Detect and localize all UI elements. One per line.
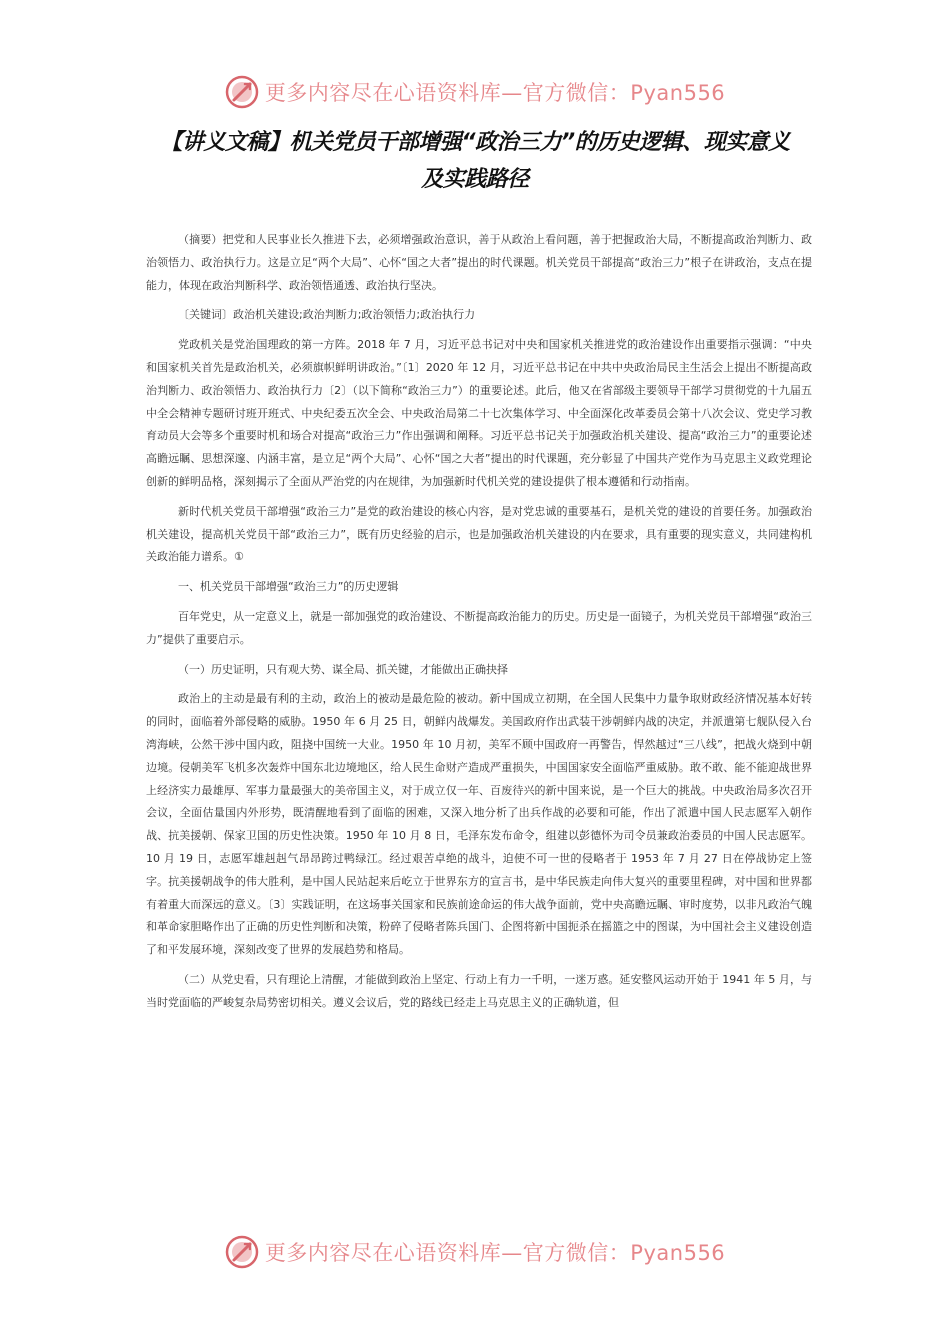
brand-logo-icon bbox=[225, 1235, 259, 1269]
header-banner bbox=[0, 72, 950, 112]
title-line-2: 及实践路径 bbox=[421, 167, 529, 192]
banner-text: 更多内容尽在心语资料库—官方微信：Pyan556 bbox=[264, 81, 726, 105]
subsection-heading: （一）历史证明，只有观大势、谋全局、抓关键，才能做出正确抉择 bbox=[178, 662, 508, 676]
body-paragraph: 政治上的主动是最有利的主动，政治上的被动是最危险的被动。新中国成立初期，在全国人民集中力量争取财政经济情况基本好转的同时，面临着外部侵略的威胁。1950 年 6 月 25 日，朝鲜内战爆发。美国政府作出武装干涉朝鲜内战的决定，并派遣第七舰队侵入台湾海峡，公然干涉中国内政，阻挠中国统一大业。1950 年 10 月初，美军不顾中国政府一再警告，悍然越过“三八线”，把战火烧到中朝边境。侵朝美军飞机多次轰炸中国东北边境地区，给人民生命财产造成严重损失，中国国家安全面临严重威胁。敢不敢、能不能迎战世界上经济实力最雄厚、军事力量最强大的美帝国主义，对于成立仅一年、百废待兴的新中国来说，是一个巨大的挑战。中央政治局多次召开会议，全面估量国内外形势，既清醒地看到了面临的困难，又深入地分析了出兵作战的必要和可能，作出了派遣中国人民志愿军入朝作战、抗美援朝、保家卫国的历史性决策。1950 年 10 月 8 日，毛泽东发布命令，组建以彭德怀为司令员兼政治委员的中国人民志愿军。10 月 19 日，志愿军雄赳赳气昂昂跨过鸭绿江。经过艰苦卓绝的战斗，迫使不可一世的侵略者于 1953 年 7 月 27 日在停战协定上签字。抗美援朝战争的伟大胜利，是中国人民站起来后屹立于世界东方的宣言书，是中华民族走向伟大复兴的重要里程碑，对中国和世界都有着重大而深远的意义。〔3〕实践证明，在这场事关国家和民族前途命运的伟大战争面前，党中央高瞻远瞩、审时度势，以非凡政治气魄和革命家胆略作出了正确的历史性判断和决策，粉碎了侵略者陈兵国门、企图将新中国扼杀在摇篮之中的图谋，为中国社会主义建设创造了和平发展环境，深刻改变了世界的发展趋势和格局。 bbox=[146, 692, 812, 957]
body-paragraph: 新时代机关党员干部增强“政治三力”是党的政治建设的核心内容，是对党忠诚的重要基石，是机关党的建设的首要任务。加强政治机关建设，提高机关党员干部“政治三力”，既有历史经验的启示，也是加强政治机关建设的内在要求，具有重要的现实意义，共同建构机关政治能力谱系。① bbox=[146, 504, 812, 564]
abstract-paragraph: （摘要）把党和人民事业长久推进下去，必须增强政治意识，善于从政治上看问题，善于把握政治大局，不断提高政治判断力、政治领悟力、政治执行力。这是立足“两个大局”、心怀“国之大者”提出的时代课题。机关党员干部提高“政治三力”根子在讲政治，支点在提能力，体现在政治判断科学、政治领悟通透、政治执行坚决。 bbox=[146, 233, 812, 292]
banner-text: 更多内容尽在心语资料库—官方微信：Pyan556 bbox=[264, 1241, 726, 1265]
body-paragraph: 党政机关是党治国理政的第一方阵。2018 年 7 月，习近平总书记对中央和国家机关推进党的政治建设作出重要指示强调：“中央和国家机关首先是政治机关，必须旗帜鲜明讲政治。”〔1〕2020 年 12 月，习近平总书记在中共中央政治局民主生活会上提出不断提高政治判断力、政治领悟力、政治执行力〔2〕（以下简称“政治三力”）的重要论述。此后，他又在省部级主要领导干部学习贯彻党的十九届五中全会精神专题研讨班开班式、中央纪委五次全会、中央政治局第二十七次集体学习、中全面深化改革委员会第十八次会议、党史学习教育动员大会等多个重要时机和场合对提高“政治三力”作出强调和阐释。习近平总书记关于加强政治机关建设、提高“政治三力”的重要论述高瞻远瞩、思想深邃、内涵丰富，是立足“两个大局”、心怀“国之大者”提出的时代课题，充分彰显了中国共产党作为马克思主义政党理论创新的鲜明品格，深刻揭示了全面从严治党的内在规律，为加强新时代机关党的建设提供了根本遵循和行动指南。 bbox=[146, 338, 812, 488]
keywords-paragraph: 〔关键词〕政治机关建设;政治判断力;政治领悟力;政治执行力 bbox=[178, 308, 476, 322]
body-paragraph: 百年党史，从一定意义上，就是一部加强党的政治建设、不断提高政治能力的历史。历史是一面镜子，为机关党员干部增强“政治三力”提供了重要启示。 bbox=[146, 609, 812, 646]
section-heading: 一、机关党员干部增强“政治三力”的历史逻辑 bbox=[178, 580, 399, 594]
brand-logo-icon bbox=[225, 75, 259, 109]
title-line-1: 【讲义文稿】机关党员干部增强“政治三力”的历史逻辑、现实意义 bbox=[160, 130, 790, 155]
document-body bbox=[146, 229, 812, 1022]
body-paragraph: （二）从党史看，只有理论上清醒，才能做到政治上坚定、行动上有力一千明，一迷万惑。延安整风运动开始于 1941 年 5 月，与当时党面临的严峻复杂局势密切相关。遵义会议后，党的路线已经走上马克思主义的正确轨道，但 bbox=[146, 972, 812, 1009]
document-title bbox=[100, 124, 850, 198]
footer-banner bbox=[0, 1232, 950, 1272]
